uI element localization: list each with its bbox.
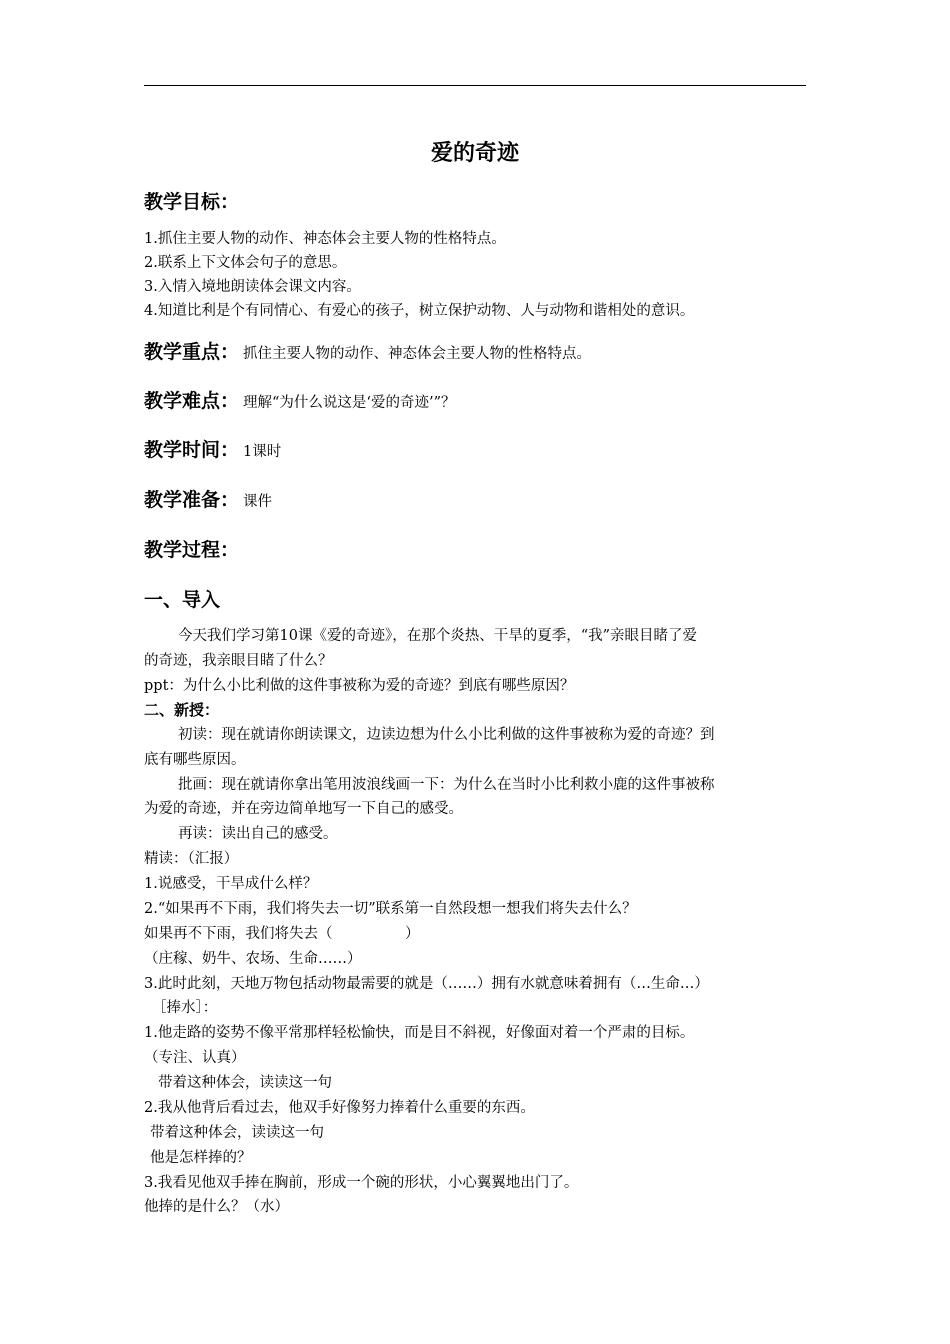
difficulty-row bbox=[144, 388, 456, 416]
paragraph-line: 初读：现在就请你朗读课文，边读边想为什么小比利做的这件事被称为爱的奇迹？到 bbox=[178, 727, 715, 743]
paragraph-line: 1.他走路的姿势不像平常那样轻松愉快，而是目不斜视，好像面对着一个严肃的目标。 bbox=[144, 1025, 695, 1041]
paragraph-line: 底有哪些原因。 bbox=[144, 752, 246, 768]
paragraph-line: 3.此时此刻，天地万物包括动物最需要的就是（……）拥有水就意味着拥有（…生命…） bbox=[144, 976, 709, 992]
goal-item: 3.入情入境地朗读体会课文内容。 bbox=[144, 279, 361, 295]
ppt-line: ppt：为什么小比利做的这件事被称为爱的奇迹？到底有哪些原因？ bbox=[144, 678, 575, 694]
key-point-row bbox=[144, 339, 591, 367]
section2-heading: 二、新授： bbox=[144, 701, 220, 719]
time-value: 1课时 bbox=[243, 444, 282, 460]
goal-item: 4.知道比利是个有同情心、有爱心的孩子，树立保护动物、人与动物和谐相处的意识。 bbox=[144, 303, 695, 319]
paragraph-line: 批画：现在就请你拿出笔用波浪线画一下：为什么在当时小比利救小鹿的这件事被称 bbox=[178, 777, 715, 793]
paragraph-line: 带着这种体会，读读这一句 bbox=[158, 1075, 332, 1091]
header-rule bbox=[144, 85, 806, 86]
goals-heading: 教学目标： bbox=[144, 191, 240, 213]
section1-heading: 一、导入 bbox=[144, 589, 221, 611]
paragraph-line: （专注、认真） bbox=[144, 1050, 246, 1066]
paragraph-line: 他是怎样捧的？ bbox=[150, 1150, 252, 1166]
paragraph-line: 2.我从他背后看过去，他双手好像努力捧着什么重要的东西。 bbox=[144, 1100, 535, 1116]
document-title: 爱的奇迹 bbox=[430, 141, 519, 166]
time-row bbox=[144, 437, 281, 465]
key-point-value: 抓住主要人物的动作、神态体会主要人物的性格特点。 bbox=[243, 346, 592, 362]
paragraph-line: 1.说感受，干旱成什么样？ bbox=[144, 876, 318, 892]
difficulty-label: 教学难点： bbox=[144, 390, 240, 412]
paragraph-line: 再读：读出自己的感受。 bbox=[178, 826, 338, 842]
paragraph-line: 带着这种体会，读读这一句 bbox=[150, 1125, 324, 1141]
paragraph-line: （庄稼、奶牛、农场、生命……） bbox=[144, 951, 362, 967]
paragraph-line: 3.我看见他双手捧在胸前，形成一个碗的形状，小心翼翼地出门了。 bbox=[144, 1175, 579, 1191]
paragraph-line: 如果再不下雨，我们将失去（ ） bbox=[144, 926, 420, 942]
paragraph-line: 为爱的奇迹，并在旁边简单地写一下自己的感受。 bbox=[144, 801, 463, 817]
goal-item: 1.抓住主要人物的动作、神态体会主要人物的性格特点。 bbox=[144, 231, 506, 247]
preparation-row bbox=[144, 487, 272, 515]
paragraph-line: 今天我们学习第10课《爱的奇迹》，在那个炎热、干旱的夏季，“我”亲眼目睹了爱 bbox=[178, 628, 698, 644]
time-label: 教学时间： bbox=[144, 439, 240, 461]
goal-item: 2.联系上下文体会句子的意思。 bbox=[144, 255, 347, 271]
paragraph-line: ［捧水］： bbox=[152, 1000, 218, 1016]
key-point-label: 教学重点： bbox=[144, 341, 240, 363]
paragraph-line: 2.“如果再不下雨，我们将失去一切”联系第一自然段想一想我们将失去什么？ bbox=[144, 901, 637, 917]
process-heading: 教学过程： bbox=[144, 539, 240, 561]
paragraph-line: 他捧的是什么？（水） bbox=[144, 1199, 289, 1215]
preparation-value: 课件 bbox=[243, 494, 273, 510]
paragraph-line: 精读：（汇报） bbox=[144, 851, 239, 867]
difficulty-value: 理解“为什么说这是‘爱的奇迹’”？ bbox=[243, 395, 456, 411]
paragraph-line: 的奇迹，我亲眼目睹了什么？ bbox=[144, 653, 333, 669]
preparation-label: 教学准备： bbox=[144, 489, 240, 511]
